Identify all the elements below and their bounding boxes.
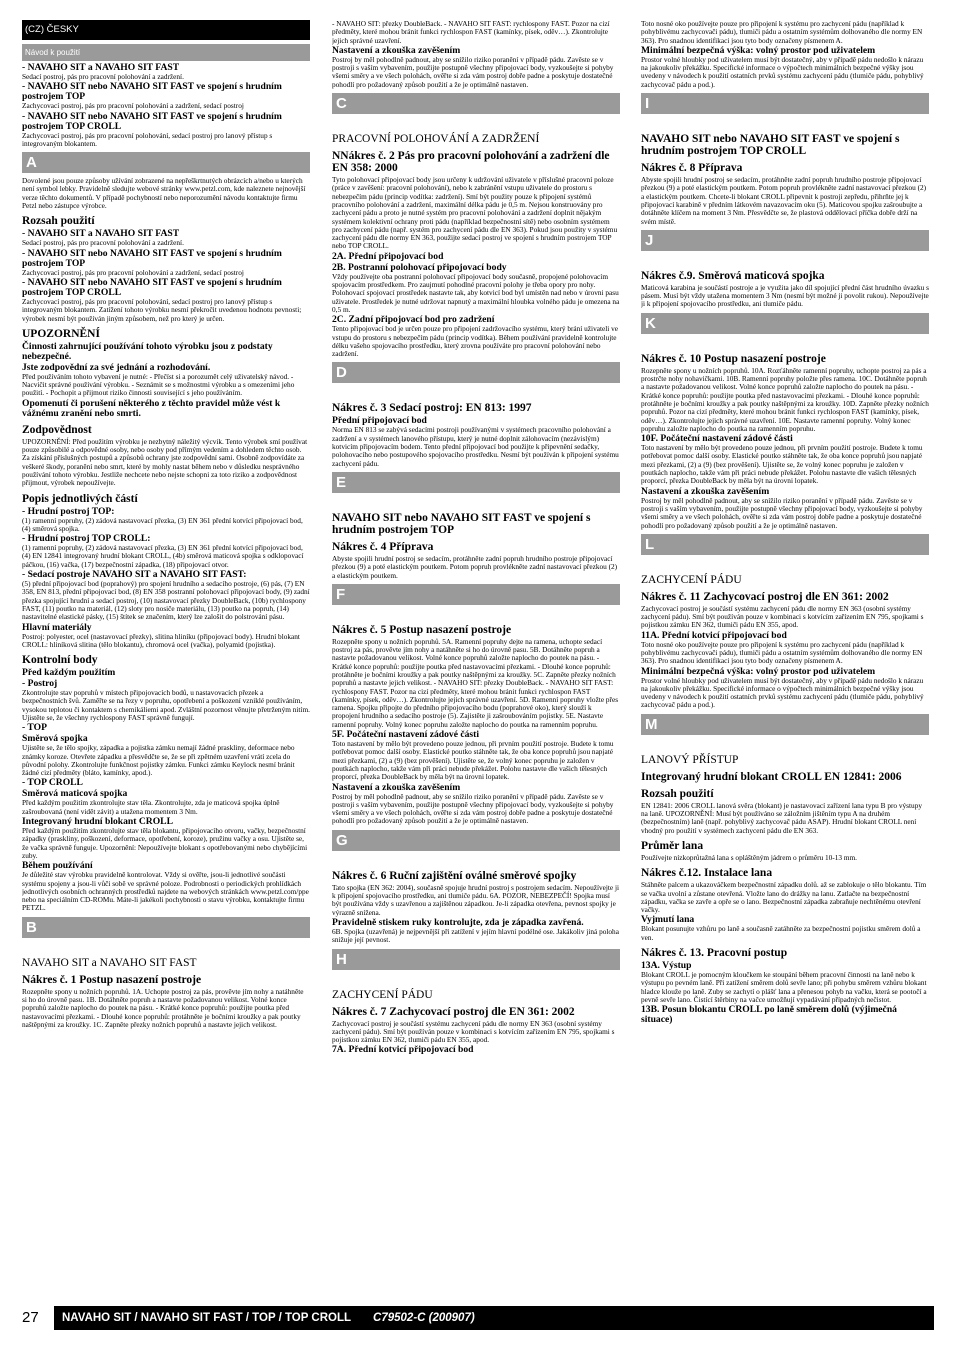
heading: UPOZORNĚNÍ — [22, 327, 100, 340]
section-bar-a: A — [22, 152, 310, 173]
paragraph: Abyste spojili hrudní postroj se sedacím, protáhněte zadní popruh hrudního postroje připojovací přezkou (9) a poté elastickým poutkem. Potom popruh provlékněte zadní nastavovací přezkou (2) a elastickým poutkem. — [332, 553, 618, 580]
bold-label: - TOP — [22, 722, 47, 734]
bold-label: - Hrudní postroj TOP: — [22, 505, 115, 517]
heading: Průměr lana — [641, 839, 704, 852]
paragraph: Blokant posunujte vzhůru po laně a současně zatáhněte za bezpečnostní pojistku směrem dolů a ven. — [641, 924, 921, 942]
bold-label: 2B. Postranní polohovací připojovací body — [332, 261, 507, 273]
bold-label: 11A. Přední kotvicí připojovací bod — [641, 629, 787, 641]
bold-label: 13B. Posun blokantu CROLL po laně směrem dolů (výjimečná situace) — [641, 1004, 897, 1026]
section-bar-j: J — [641, 230, 929, 251]
heading: Rozsah použití — [641, 787, 714, 800]
paragraph: Rozepněte spony u nožních popruhů. 1A. Uchopte postroj za pás, prověvte jím nohy a natáhněte si ho do úrovně pasu. 1B. Dotáhněte popruh a nastavte požadovanou velikost. Volné konce popruhů založte naplocho do poutek na pásu. - Krátké konce popruhů: použijte poutka před nastavovacími přezkami. - Dlouhé konce popruhů: protáhněte je bočními kroužky a pak poutky naštěpnými za kroužky. 1C. Zapněte přezky nožních popruhů a nastavte jejich velikost. — [22, 986, 304, 1029]
paragraph: Rozepněte spony u nožních popruhů. 10A. Rozťáhněte ramenní popruhy, uchopte postroj za pás a prostrčte nohy nohavičkami. 10B. Ramenní popruhy položte přes ramena. 10C. Dotáhněte popruh a nastavte požadovanou velikost. Volné konce popruhů založte naplocho do poutek na pásu. - Krátké konce popruhů: použijte poutka před nastavovacími přezkami. - Dlouhé konce popruhů: protáhněte je bočními kroužky a pak poutky naštěpnými za kroužky. 10D. Zapněte přezky nožních popruhů. Pozor na cizí předměty, které mohou bránit funkci rychlospon FAST (kamínky, písek, oděv…). Zkontrolujte jejich správné uzavření. 10E. Nastavte ramenní popruhy. Volný konec popruhu založte naplocho do poutka na ramenním popruhu. — [641, 365, 929, 433]
heading: NAVAHO SIT a NAVAHO SIT FAST — [22, 956, 197, 969]
paragraph: Sedací postroj, pás pro pracovní polohování a zadržení. — [22, 238, 184, 248]
heading: NAVAHO SIT nebo NAVAHO SIT FAST ve spojení s hrudním postrojem TOP CROLL — [641, 133, 900, 158]
bold-label: Přední připojovací bod — [332, 415, 427, 427]
heading: Nákres č. 4 Příprava — [332, 540, 434, 553]
bold-label: Nastavení a zkouška zavěšením — [332, 781, 461, 793]
paragraph: Tyto polohovací připojovací body jsou určeny k udržování uživatele v příslušné pracovní poloze (práce v zavěšení: pracovní polohování), nebo k zabránění vstupu uživatele do prostoru s nebezpečím pádu (princip vodítka: zadržení). Smí být použity pouze k připojení systémů pracovního polohování a zadržení, maximální délka pádu je 0,5 m. Nejsou konstruovány pro zachycení pádu a proto je nutné systém pro pracovní polohování a zadržení doplnit nějakým systémem kolektivní ochrany proti pádu (například bezpečnostní sítě) nebo osobním systémem pro zachycení pádu (např. systém pro zachycení pádu dle EN 363). Pokud jsou použity v systému zachycení pádu dle normy EN 363, použijte sedací postroj ve spojení s hrudním postrojem TOP nebo TOP CROLL. — [332, 175, 618, 251]
bold-label: Pravidelně stiskem ruky kontrolujte, zda je západka zavřená. — [332, 916, 584, 928]
bold-label: 2A. Přední připojovací bod — [332, 250, 444, 262]
paragraph: UPOZORNĚNÍ: Před použitím výrobku je nezbytný náležitý výcvik. Tento výrobek smí používat pouze způsobilé a odpovědné osoby, nebo osoby pod přímým vedením a dohledem těchto osob. Za získání příslušných postupů a způsobů ochrany jste zodpovědní sami. Osobně zodpovídáte za veškeré škody, poranění nebo smrt, které by mohly nastat během nebo v důsledku nesprávného používání tohoto výrobku. Jestliže nechcete nebo nejste schopni za toto riziko a zodpovědnost přijmout, výrobek nepoužívejte. — [22, 436, 308, 488]
heading: Nákres č. 1 Postup nasazení postroje — [22, 973, 202, 986]
paragraph: (1) ramenní popruhy, (2) zádová nastavovací přezka, (3) EN 361 přední kotvící připojovací bod, (4) EN 12841 integrovaný hrudní blokant CROLL, (4b) směrová maticová spojka s odklopovací páčkou, (16) vačka, (17) bezpečnostní západka, (18) připojovací otvor. — [22, 543, 304, 569]
paragraph: Před každým použitím zkontrolujte stav těla blokantu, připojovacího otvoru, vačky, bezpečnostní západky (praskliny, poškození, deformace, opotřebení, koroze), pružinu vačky a osu. Ujistěte se, že vačka správně funguje. Upozornění: Nepoužívejte blokant s opotřebovanými nebo chybějícími zuby. — [22, 826, 308, 860]
bold-label: Hlavní materiály — [22, 621, 92, 633]
paragraph: Zachycovací postroj, pás pro pracovní polohování a zadržení, sedací postroj — [22, 101, 244, 111]
paragraph: Zachycovací postroj je součástí systému zachycení pádu dle normy EN 363 (osobní systémy zachycení pádu). Smí být používán pouze v kombinaci s kotvícím zařízením EN 795, spojkami s pojistkou zámku EN 362, tlumiči pádu EN 355, apod. — [641, 603, 924, 630]
section-bar-c: C — [332, 93, 620, 114]
section-bar-i: I — [641, 93, 929, 114]
bold-label: - Postroj — [22, 678, 58, 690]
language-header: (CZ) ČESKY — [22, 20, 310, 40]
paragraph: Zachycovací postroj, pás pro pracovní polohování a zadržení, sedací postroj — [22, 267, 244, 277]
heading: NAVAHO SIT nebo NAVAHO SIT FAST ve spojení s hrudním postrojem TOP — [332, 511, 591, 536]
bold-label: - NAVAHO SIT nebo NAVAHO SIT FAST ve spojení s hrudním postrojem TOP CROLL — [22, 276, 282, 298]
heading: ZACHYCENÍ PÁDU — [332, 988, 433, 1001]
section-bar-k: K — [641, 313, 929, 334]
paragraph: Dovolené jsou pouze způsoby užívání zobrazené na nepřeškrtnutých obrázcích a/nebo u kterých není symbol lebky. Pravidelně sledujte webové stránky www.petzl.com, kde naleznete nejnovější verze těchto dokumentů. V případě pochybností nebo neporozumění návodu kontaktujte firmu Petzl nebo zástupce výrobce. — [22, 176, 306, 211]
bold-label: Směrová maticová spojka — [22, 788, 128, 800]
paragraph: Postroj by měl pohodlně padnout, aby se snížilo riziko poranění v případě pádu. Zavěste se v postroji s vaším vybavením, použijte postupně všechny připojovací body, vyzkoušejte si pohyby všemi směry a ve všech polohách, ověřte si zda vám postroj dobře padne a poskytuje dostatečné pohodlí pro požadovaný způsob použití a že je optimálně nastaven. — [332, 54, 614, 89]
bold-label: Směrová spojka — [22, 733, 88, 745]
footer-title: NAVAHO SIT / NAVAHO SIT FAST / TOP / TOP CROLL — [62, 1312, 352, 1324]
bold-label: Činnosti zahrnující používání tohoto výrobku jsou z podstaty nebezpečné. — [22, 340, 273, 362]
paragraph: 6B. Spojka (uzavřená) je nejpevnější při zatížení v jejím hlavní podélné ose. Jakákoliv jiná poloha snižuje její pevnost. — [332, 926, 619, 945]
heading: Nákres č. 10 Postup nasazení postroje — [641, 352, 826, 365]
bold-label: Opomenutí či porušení některého z těchto pravidel může vést k vážnému zranění nebo smrti. — [22, 397, 281, 419]
bold-label: Před každým použitím — [22, 667, 116, 679]
paragraph: Norma EN 813 se zabývá sedacími postroji používanými v systémech pracovního polohování a zadržení a v systémech lanového přístupu, který je nutné doplnit zálohovacím (nezávislým) kotvicím připojovacím bodem. Tento přední připojovací bod použijte k připevnění sedačky, polohovacího nebo postupového spojovacího prostředku. Nesmí být používán k připojení systému zachycení pádu. — [332, 425, 619, 468]
section-bar-l: L — [641, 534, 929, 555]
paragraph: Maticová karabina je součástí postroje a je využita jako díl spojující přední část hrudního úvazku s pásem. Musí být vždy utažena momentem 3 Nm (nesmí být možné ji povolit rukou). Nepoužívejte ji k připojení spojovacího prostředku, ani tlumiče pádu. — [641, 282, 929, 309]
heading: Nákres č. 13. Pracovní postup — [641, 947, 788, 960]
section-bar-g: G — [332, 830, 620, 851]
paragraph: Abyste spojili hrudní postroj se sedacím, protáhněte zadní popruh hrudního postroje připojovací přezkou (9) a poté elastickým poutkem. Potom popruh provlékněte zadní nastavovací přezkou (2) a elastickým poutkem. Chcete-li blokant CROLL připevnit k postroji zepředu, přihrňte jej k připojovací karabině v předním látkovém navazovacím oku (5). Maticovou spojku zašroubujte a dotáhněte klíčem na moment 3 Nm. Přesvědčte se, že plastová oddělovací příčka dobře drží na svém místě. — [641, 175, 927, 226]
paragraph: Prostor volné hloubky pod uživatelem musí být dostatečný, aby v případě pádu nedošlo k nárazu na jakoukoliv překážku. Specifické informace o výpočtech minimálních bezpečné výšky jsou uvedeny v návodech k použití ostatních prvků systému zachycení pádu (tlumiče pádu, pohyblivý zachycovač pádu a pod.). — [641, 54, 924, 89]
heading: Kontrolní body — [22, 654, 98, 667]
column-1 — [22, 20, 310, 1300]
paragraph: Toto nosné oko používejte pouze pro připojení k systému pro zachycení pádu (například k pohyblivému zachycovači pádu), tlumiči pádu a ostatním systémům dolhovaného dle normy EN 363). Pro snadnou identifikaci jsou tyto body označeny písmenem A. — [641, 639, 923, 666]
paragraph: (1) ramenní popruhy, (2) zádová nastavovací přezka, (3) EN 361 přední kotvící připojovací bod, (4) směrová spojka. — [22, 515, 303, 533]
paragraph: Toto nastavení by mělo být provedeno pouze jednou, při prvním použití postroje. Budete k tomu potřebovat pomoc další osoby. Elastické poutko stáhněte tak, že oba konce popruhů jsou napjaté mezi přezkami, (2) a (9) (bez prověšení). Ujistěte se, že volný konec popruhu je založen v poutkách naplocho, takže vám při práci nebude překážet. Polohu nastavte dle vašich tělesných proporcí, přezka DoubleBack by měla být na úrovni lopatek. — [641, 443, 923, 486]
section-bar-e: E — [332, 472, 620, 493]
column-3 — [641, 20, 929, 1300]
bold-label: 10F. Počáteční nastavení zádové části — [641, 433, 793, 445]
bold-label: Minimální bezpečná výška: volný prostor pod uživatelem — [641, 665, 876, 677]
bold-label: 2C. Zadní připojovací bod pro zadržení — [332, 314, 495, 326]
paragraph: Postroj: polyester, ocel (nastavovací přezky), slitina hliníku (připojovací body). Hrudní blokant CROLL: hliníková slitina (tělo blokantu), chromová ocel (vačka), polyamid (pojistka). — [22, 631, 300, 649]
paragraph: Je důležité stav výrobku pravidelně kontrolovat. Vždy si ověřte, jsou-li jednotlivé součásti systému spojeny a jsou-li vůči sobě ve správné poloze. Podrobnosti o periodických prohlídkách jednotlivých osobních ochranných prostředků najdete na webových stránkách www.petzl.com/ppe nebo na speciálním CD-ROMu. Máte-li jakékoli pochybnosti o stavu výrobku, kontaktujte firmu PETZL. — [22, 870, 309, 913]
heading: PRACOVNÍ POLOHOVÁNÍ A ZADRŽENÍ — [332, 133, 540, 146]
heading: Zodpovědnost — [22, 423, 92, 436]
paragraph: Postroj by měl pohodlně padnout, aby se snížilo riziko poranění v případě pádu. Zavěste se v postroji s vaším vybavením, použijte postupně všechny připojovací body, vyzkoušejte si pohyby všemi směry a ve všech polohách, ověřte si zda vám postroj dobře padne a poskytuje dostatečné pohodlí pro požadovaný způsob použití a že je optimálně nastaven. — [641, 495, 923, 530]
bold-label: Vyjmutí lana — [641, 914, 695, 926]
paragraph: (5) přední připojovací bod (poprahový) pro spojení hrudního a sedacího postroje, (6) pás, (7) EN 358, EN 813, přední připojovací bod, (8) EN 358 postranní polohovací připojovací body, (9) zadní přezka spojující hrudní a sedací postroj, (10) nastavovací přezky DoubleBack, (10b) rychlospony FAST, (11) poutko na materiál, (12) sloty pro nosiče materiálu, (13) poutko na popruh, (14) nastavitelné elastické pásky, (15) štítek se značením, který lze zalošit do polstrování pásu. — [22, 579, 310, 622]
heading: Nákres č. 7 Zachycovací postroj dle EN 361: 2002 — [332, 1005, 575, 1018]
paragraph: Blokant CROLL je pomocným kloučkem ke stoupání během pracovní činnosti na laně nebo k výstupu po pevném laně. Při zatížení směrem dolů sevře lano; při pohybu směrem vzhůru blokant hladce klouže po laně. Zuby se zachytí o plášť lana a přenesou pohyb na vačku, která se pootočí a pevně sevře lano. Čistící štěrbiny na vačce umožňují vypadávání případných nečistot. — [641, 970, 927, 1004]
section-bar-d: D — [332, 362, 620, 383]
bold-label: - Sedací postroje NAVAHO SIT a NAVAHO SIT FAST: — [22, 569, 247, 581]
heading: Nákres č. 11 Zachycovací postroj dle EN 361: 2002 — [641, 590, 889, 603]
paragraph: Používejte nízkoprůtažná lana s opláštěným jádrem o průměru 10-13 mm. — [641, 852, 858, 862]
paragraph: Zachycovací postroj, pás pro pracovní polohování, sedací postroj pro lanový přístup s integrovaným blokantem. Zatížení tohoto výrobku nesmí překročit uvedenou hodnotu pevnosti; výrobek nesmí být používán jiným způsobem, než pro který je určen. — [22, 296, 302, 323]
bold-label: - NAVAHO SIT a NAVAHO SIT FAST — [22, 62, 180, 73]
heading: NNákres č. 2 Pás pro pracovní polohování a zadržení dle EN 358: 2000 — [332, 150, 610, 175]
paragraph: Zkontrolujte stav popruhů v místech připojovacích bodů, u nastavovacích přezek a bezpečnostních švů. Zaměřte se na řezy v popruhu, opotřebení a poškození vzniklé používáním, vysokou teplotou či kontaktem s chemikáliemi apod. Zvláštní pozornost věnujte přetrženým nitím. Ujistěte se, že všechny rychlospony FAST správně fungují. — [22, 688, 310, 722]
bold-label: - Hrudní postroj TOP CROLL: — [22, 533, 151, 545]
bold-label: 7A. Přední kotvicí připojovací bod — [332, 1044, 474, 1056]
paragraph: Postroj by měl pohodlně padnout, aby se snížilo riziko poranění v případě pádu. Zavěste se v postroji s vaším vybavením, použijte postupně všechny připojovací body, vyzkoušejte si pohyby všemi směry a ve všech polohách, ověřte si zda vám postroj dobře padne a poskytuje dostatečné pohodlí pro požadovaný způsob použití a že je optimálně nastaven. — [332, 791, 614, 826]
column-2 — [332, 20, 620, 1300]
footer-bar — [54, 1306, 934, 1330]
paragraph: Tato spojka (EN 362: 2004), současně spojuje hrudní postroj s postrojem sedacím. Nepoužívejte ji k připojení spojovacího prostředku, ani tlumiče pádu. 6A. POZOR, NEBEZPEČÍ! Spojka musí být používána vždy s uzavřenou a zajištěnou západkou. Je-li západka otevřena, pevnost spojky je výrazně snížena. — [332, 882, 620, 917]
document-code: C79502-C (200907) — [373, 1312, 475, 1324]
paragraph: Sedací postroj, pás pro pracovní polohování a zadržení. — [22, 72, 184, 81]
heading: Nákres č. 5 Postup nasazení postroje — [332, 623, 512, 636]
heading: Nákres č.9. Směrová maticová spojka — [641, 269, 825, 282]
section-bar-m: M — [641, 714, 929, 735]
section-bar-b: B — [22, 917, 310, 938]
page-number: 27 — [22, 1309, 39, 1326]
paragraph: Tento připojovací bod je určen pouze pro připojení zadržovacího systému, který brání uživateli ve vstupu do prostoru s nebezpečím pádu (princip vodítka). Během používání pravidelně kontrolujte délku vašeho spojovacího prostředku, který zrovna používáte pro pracovní polohování nebo zadržení. — [332, 324, 618, 359]
bold-label: 5F. Počáteční nastavení zádové části — [332, 729, 479, 741]
paragraph: Toto nosné oko používejte pouze pro připojení k systému pro zachycení pádu (například k pohyblivému zachycovači pádu), tlumiči pádu a ostatním systémům dolhovaného dle normy EN 363). Pro snadnou identifikaci jsou tyto body označeny písmenem A. — [641, 20, 923, 45]
paragraph: Před každým použitím zkontrolujte stav těla. Zkontrolujte, zda je maticová spojka úplně zašroubovaná (není vidět závit) a utažena momentem 3 Nm. — [22, 798, 280, 816]
heading: Nákres č. 6 Ruční zajištění oválné směrové spojky — [332, 869, 577, 882]
paragraph: EN 12841: 2006 CROLL lanová svěra (blokant) je nastavovací zařízení lana typu B pro výstupy na laně. UPOZORNĚNÍ: Musí být používáno se záložním jištěním typu A na druhém (bezpečnostním) laně (např. pohyblivý zachycovač pádu ASAP). Hrudní blokant CROLL není vhodný pro použití v systémech zachycení pádu dle EN 363. — [641, 800, 922, 835]
paragraph: Stáhněte palcem a ukazováčkem bezpečnostní západku dolů. až se zablokuje o tělo blokantu. Tím se vačka uvolní a zůstane otevřená. Vložte lano do drážky na lanu. Zatlačte na bezpečnostní západku, vačka se zavře a opře se o lano. Bezpečnostní západka zabraňuje nechtěnému otevření vačky. — [641, 880, 927, 915]
paragraph: Vždy používejte oba postranní polohovací připojovací body současně, propojené polohovacím spojovacím prostředkem. Pro zaujmutí pohodlné pracovní polohy je třeba opory pro nohy. Polohovací spojovací prostředek nastavte tak, aby kotvicí bod byl umístěn nad nebo v úrovni pasu uživatele. Prostředek je nutné udržovat napnutý a maximální hloubka volného pádu je omezena na 0,5 m. — [332, 271, 620, 314]
section-bar-h: H — [332, 949, 620, 970]
bold-label: Během používání — [22, 860, 93, 872]
bold-label: - NAVAHO SIT nebo NAVAHO SIT FAST ve spojení s hrudním postrojem TOP — [22, 81, 282, 103]
paragraph: Rozepněte spony u nožních popruhů. 5A. Ramenní popruhy dejte na ramena, uchopte sedací postroj za pás, prověvte jím nohy a natáhněte si ho do úrovně pasu. 5B. Dotáhněte popruh a nastavte požadovanou velikost. Volné konce popruhů založte naplocho do poutek na pásu. - Krátké konce popruhů: použijte poutka před nastavovacími přezkami. - Dlouhé konce popruhů: protáhněte je bočními kroužky a pak poutky naštěpnými za kroužky. 5C. Zapněte přezky nožních popruhů a nastavte jejich velikost. - NAVAHO SIT: přezky DoubleBack. - NAVAHO SIT FAST: rychlospony FAST. Pozor na cizí předměty, které mohou bránit funkci rychlospon FAST (kamínky, písek, oděv…). Zkontrolujte jejich správné uzavření. 5D. Ramenní popruhy vložte přes ramena. Spojku připojte do předního připojovacího bodu (poprahové oko), který slouží k propojení hrudního a sedacího postroje (5). Zajistěte ji zašroubováním pojistky. 5E. Nastavte ramenní popruhy. Volný konec popruhu založte naplocho do poutka na ramenním popruhu. — [332, 636, 619, 729]
paragraph: Ujistěte se, že tělo spojky, západka a pojistka zámku nemají žádné praskliny, deformace nebo známky koroze. Otevřete západku a přesvědčte se, že se při zpětném uzavření vrátí zcela do původní polohy. Zkontrolujte funkčnost pojistky zámku. Funkci zámku Keylock nesmí bránit žádné cizí předměty (bláto, kamínky, apod.). — [22, 743, 295, 778]
section-subheader: Návod k použití — [22, 44, 310, 61]
bold-label: Nastavení a zkouška zavěšením — [332, 44, 461, 56]
heading: ZACHYCENÍ PÁDU — [641, 573, 742, 586]
bold-label: 13A. Výstup — [641, 960, 692, 972]
heading: Nákres č. 8 Příprava — [641, 162, 743, 175]
paragraph: Zachycovací postroj, pás pro pracovní polohování, sedací postroj pro lanový přístup s integrovaným blokantem. — [22, 130, 273, 148]
paragraph: Toto nastavení by mělo být provedeno pouze jednou, při prvním použití postroje. Budete k tomu potřebovat pomoc další osoby. Elastické poutko stáhněte tak, že oba konce popruhů jsou napjaté mezi přezkami, (2) a (9) (bez prověšení). Ujistěte se, že volný konec popruhu je založen v poutkách naplocho, takže vám při práci nebude překážet. Polohu nastavte dle vašich tělesných proporcí, přezka DoubleBack by měla být na úrovni lopatek. — [332, 739, 614, 782]
bold-label: Jste zodpovědní za své jednání a rozhodování. — [22, 361, 211, 373]
heading: Integrovaný hrudní blokant CROLL EN 12841: 2006 — [641, 770, 902, 783]
page-footer — [22, 1306, 934, 1330]
bold-label: - NAVAHO SIT nebo NAVAHO SIT FAST ve spojení s hrudním postrojem TOP CROLL — [22, 110, 282, 132]
paragraph: Zachycovací postroj je součástí systému zachycení pádu dle normy EN 363 (osobní systémy zachycení pádu). Smí být používán pouze v kombinaci s kotvícím zařízením EN 795, spojkami s pojistkou zámku EN 362, tlumiči pádu EN 355, apod. — [332, 1018, 615, 1045]
heading: Nákres č.12. Instalace lana — [641, 867, 773, 880]
heading: Nákres č. 3 Sedací postroj: EN 813: 1997 — [332, 402, 532, 415]
section-bar-f: F — [332, 584, 620, 605]
bold-label: - TOP CROLL — [22, 777, 83, 789]
heading: LANOVÝ PŘÍSTUP — [641, 753, 739, 766]
bold-label: Nastavení a zkouška zavěšením — [641, 485, 770, 497]
bold-label: Minimální bezpečná výška: volný prostor pod uživatelem — [641, 44, 876, 56]
paragraph: - NAVAHO SIT: přezky DoubleBack. - NAVAHO SIT FAST: rychlospony FAST. Pozor na cizí předměty, které mohou bránit funkci rychlospon FAST (kamínky, písek, oděv…). Zkontrolujte jejich správné uzavření. — [332, 20, 610, 45]
paragraph: Před používáním tohoto vybavení je nutné: - Přečíst si a porozumět celý uživatelský návod. - Nacvičit správné používání výrobku. - Seznámit se s možnostmi výrobku a s omezeními jeho použití. - Pochopit a přijmout riziko činnosti související s jeho používáním. — [22, 371, 295, 398]
heading: Popis jednotlivých částí — [22, 492, 138, 505]
bold-label: - NAVAHO SIT nebo NAVAHO SIT FAST ve spojení s hrudním postrojem TOP — [22, 247, 282, 269]
bold-label: - NAVAHO SIT a NAVAHO SIT FAST — [22, 228, 180, 240]
bold-label: Integrovaný hrudní blokant CROLL — [22, 816, 173, 828]
heading: Rozsah použití — [22, 215, 95, 228]
paragraph: Prostor volné hloubky pod uživatelem musí být dostatečný, aby v případě pádu nedošlo k nárazu na jakoukoliv překážku. Specifické informace o výpočtech minimálních bezpečné výšky jsou uvedeny v návodech k použití ostatních prvků systému zachycení pádu (tlumiče pádu, pohyblivý zachycovač pádu a pod.). — [641, 675, 924, 710]
